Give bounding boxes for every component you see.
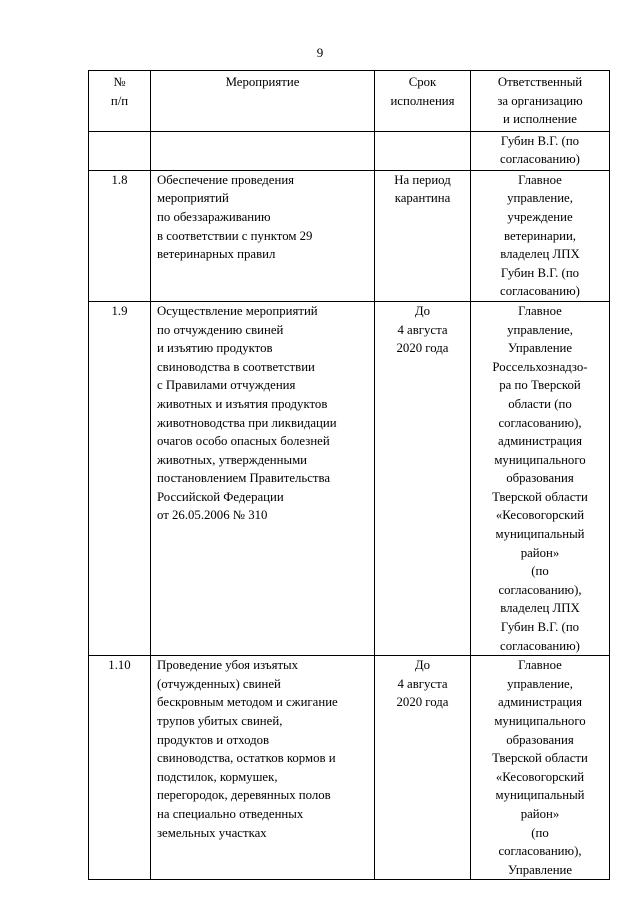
cell-text-line: от 26.05.2006 № 310 — [157, 508, 268, 523]
cell-text-line: Управление — [507, 862, 573, 877]
cell-text-line: район» — [520, 545, 560, 560]
cell-text-line: Главное — [518, 303, 562, 318]
activity-cell — [151, 131, 375, 170]
cell-text-line: администрация — [498, 695, 582, 710]
cell-text-line: Россельхознадзо- — [492, 359, 588, 374]
table-row — [89, 131, 610, 170]
cell-text-line: учреждение — [507, 209, 573, 224]
cell-text-line: 2020 года — [396, 341, 449, 356]
cell-text-line: «Кесовогорский — [495, 769, 585, 784]
responsible-cell — [471, 131, 610, 170]
cell-text-line: согласованию), — [498, 844, 582, 859]
cell-text-line: муниципальный — [495, 788, 585, 803]
cell-text-line: управление, — [507, 676, 573, 691]
cell-text-line: Осуществление мероприятий — [157, 303, 318, 318]
cell-text-line: 4 августа — [397, 322, 448, 337]
row-number-cell: 1.8 — [89, 170, 151, 301]
cell-text-line: бескровным методом и сжигание — [157, 695, 338, 710]
cell-text-line: Губин В.Г. (по — [500, 265, 580, 280]
cell-text-line: район» — [520, 806, 560, 821]
cell-text-line: владелец ЛПХ — [500, 601, 580, 616]
cell-text-line: согласованию), — [498, 582, 582, 597]
cell-text-line: Управление — [507, 341, 573, 356]
cell-text-line: на специально отведенных — [157, 806, 304, 821]
cell-text-line: по отчуждению свиней — [157, 322, 284, 337]
cell-text-line: по обеззараживанию — [157, 209, 271, 224]
cell-text-line: животноводства при ликвидации — [157, 415, 337, 430]
row-number-cell: 1.9 — [89, 301, 151, 655]
cell-text-line: земельных участках — [157, 825, 267, 840]
cell-text-line: согласованию) — [500, 284, 580, 299]
cell-text-line: перегородок, деревянных полов — [157, 788, 331, 803]
cell-text-line: «Кесовогорский — [495, 508, 585, 523]
cell-text-line: владелец ЛПХ — [500, 247, 580, 262]
header-responsible-line: и исполнение — [503, 112, 577, 127]
activity-cell — [151, 656, 375, 880]
cell-text-line: подстилок, кормушек, — [157, 769, 278, 784]
cell-text-line: администрация — [498, 434, 582, 449]
cell-text-line: На период — [394, 172, 451, 187]
row-number-cell: 1.10 — [89, 656, 151, 880]
cell-text-line: управление, — [507, 322, 573, 337]
cell-text-line: свиноводства, остатков кормов и — [157, 751, 336, 766]
cell-text-line: Губин В.Г. (по — [500, 133, 580, 148]
header-number-line: № — [113, 75, 126, 89]
cell-text-line: мероприятий — [157, 191, 229, 206]
header-number — [89, 71, 151, 132]
cell-text-line: ра по Тверской — [499, 378, 581, 393]
activity-cell — [151, 170, 375, 301]
cell-text-line: и изъятию продуктов — [157, 341, 273, 356]
cell-text-line: очагов особо опасных болезней — [157, 434, 330, 449]
responsible-cell — [471, 656, 610, 880]
term-cell — [375, 131, 471, 170]
cell-text-line: животных и изъятия продуктов — [157, 396, 328, 411]
header-term — [375, 71, 471, 132]
cell-text-line: Тверской области — [492, 751, 588, 766]
cell-text-line: Тверской области — [492, 489, 588, 504]
activity-cell — [151, 301, 375, 655]
table-row — [89, 656, 610, 880]
header-activity-line: Мероприятие — [225, 75, 300, 89]
cell-text-line: ветеринарии, — [504, 228, 576, 243]
header-responsible — [471, 71, 610, 132]
cell-text-line: области (по — [508, 396, 572, 411]
header-responsible-line: за организацию — [497, 93, 583, 108]
term-cell — [375, 170, 471, 301]
cell-text-line: животных, утвержденными — [157, 452, 308, 467]
activities-table — [88, 70, 610, 880]
term-cell — [375, 301, 471, 655]
cell-text-line: в соответствии с пунктом 29 — [157, 228, 313, 243]
cell-text-line: Проведение убоя изъятых — [157, 658, 299, 673]
cell-text-line: Главное — [518, 658, 562, 673]
header-number-line: п/п — [110, 93, 129, 108]
table-header-row — [89, 71, 610, 132]
cell-text-line: продуктов и отходов — [157, 732, 270, 747]
page-number: 9 — [316, 45, 324, 60]
cell-text-line: карантина — [394, 191, 451, 206]
cell-text-line: муниципального — [494, 714, 586, 728]
cell-text-line: (отчужденных) свиней — [157, 676, 281, 691]
cell-text-line: ветеринарных правил — [157, 247, 276, 262]
cell-text-line: Российской Федерации — [157, 489, 284, 504]
cell-text-line: образования — [506, 471, 574, 486]
cell-text-line: (по — [531, 564, 549, 579]
responsible-cell — [471, 301, 610, 655]
table-row — [89, 301, 610, 655]
cell-text-line: Главное — [518, 172, 562, 187]
row-number-cell — [89, 131, 151, 170]
responsible-cell — [471, 170, 610, 301]
cell-text-line: управление, — [507, 191, 573, 206]
cell-text-line: муниципальный — [495, 527, 585, 542]
cell-text-line: 4 августа — [397, 676, 448, 691]
cell-text-line: согласованию), — [498, 415, 582, 430]
cell-text-line: муниципального — [494, 452, 586, 467]
cell-text-line: трупов убитых свиней, — [157, 714, 283, 728]
cell-text-line: (по — [531, 825, 549, 840]
term-cell — [375, 656, 471, 880]
table-row — [89, 170, 610, 301]
cell-text-line: Обеспечение проведения — [157, 172, 295, 187]
cell-text-line: свиноводства в соответствии — [157, 359, 315, 374]
header-responsible-line: Ответственный — [497, 75, 583, 89]
cell-text-line: с Правилами отчуждения — [157, 378, 296, 393]
cell-text-line: До — [414, 303, 431, 318]
cell-text-line: согласованию) — [500, 152, 580, 167]
header-activity — [151, 71, 375, 132]
header-term-line: исполнения — [390, 93, 455, 108]
cell-text-line: До — [414, 658, 431, 673]
cell-text-line: постановлением Правительства — [157, 471, 331, 486]
cell-text-line: образования — [506, 732, 574, 747]
cell-text-line: 2020 года — [396, 695, 449, 710]
header-term-line: Срок — [408, 75, 437, 89]
cell-text-line: Губин В.Г. (по — [500, 620, 580, 635]
cell-text-line: согласованию) — [500, 638, 580, 653]
